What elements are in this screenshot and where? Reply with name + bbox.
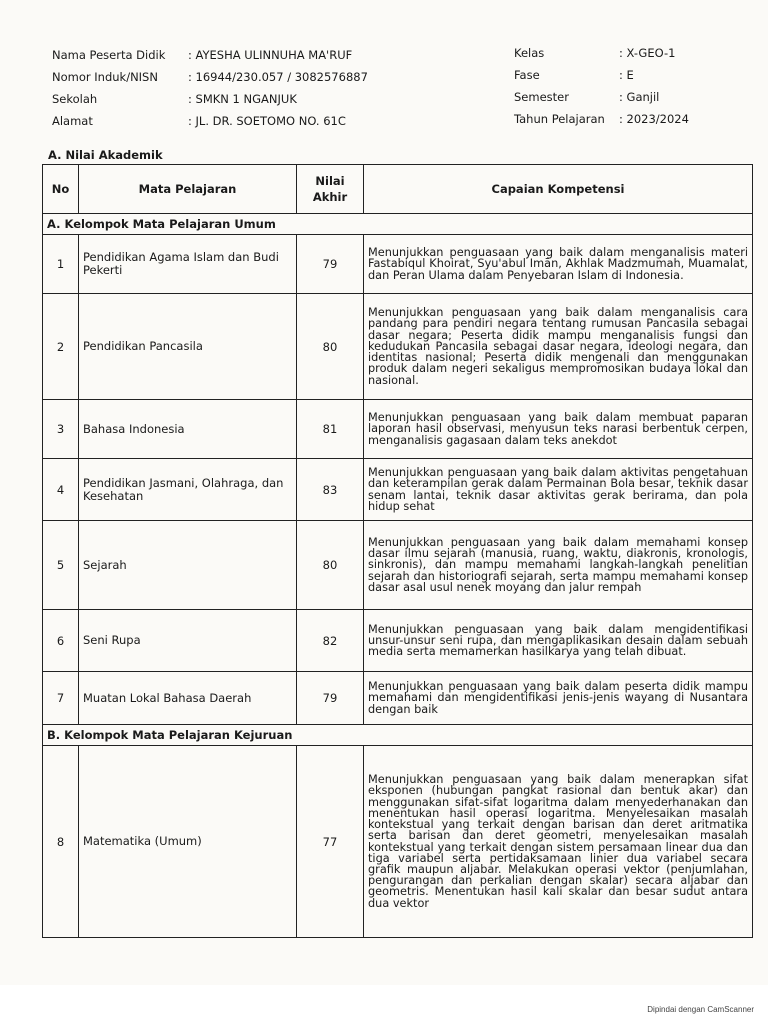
row-subject: Bahasa Indonesia [79, 400, 297, 459]
table-row [43, 400, 753, 459]
row-no: 3 [43, 400, 79, 459]
row-description: Menunjukkan penguasaan yang baik dalam menerapkan sifat eksponen (hubungan pangkat rasional dan bentuk akar) dan menggunakan sifat-sifat logaritma dalam menyederhanakan dan menentukan hasil operasi logaritma. Menyelesaikan masalah kontekstual yang terkait dengan barisan dan deret aritmatika serta barisan dan deret geometri, menyelesaikan masalah kontekstual yang terkait dengan sistem persamaan linear dua dan tiga variabel serta pertidaksamaan linier dua variabel secara grafik maupun aljabar. Melakukan operasi vektor (penjumlahan, pengurangan dan perkalian dengan skalar) secara aljabar dan geometris. Menentukan hasil kali skalar dan besar sudut antara dua vektor [364, 746, 753, 938]
school-label: Sekolah [52, 92, 98, 106]
row-description: Menunjukkan penguasaan yang baik dalam menganalisis cara pandang para pendiri negara tentang rumusan Pancasila sebagai dasar negara; Peserta didik mampu menganalisis fungsi dan kedudukan Pancasila sebagai dasar negara, ideologi negara, dan identitas nasional; Peserta didik mengenali dan menggunakan produk dalam negeri sekaligus mempromosikan budaya lokal dan nasional. [364, 294, 753, 400]
row-subject: Pendidikan Pancasila [79, 294, 297, 400]
row-score: 82 [297, 610, 364, 672]
row-description: Menunjukkan penguasaan yang baik dalam membuat paparan laporan hasil observasi, menyusun teks narasi berbentuk cerpen, menganalisis gagasaan dalam teks anekdot [364, 400, 753, 459]
student-info-right [514, 42, 689, 130]
row-subject: Seni Rupa [79, 610, 297, 672]
header-score-line1: Nilai [315, 174, 345, 188]
year-row [514, 108, 689, 130]
row-score: 80 [297, 294, 364, 400]
table-row [43, 294, 753, 400]
semester-label: Semester [514, 90, 569, 104]
address-value: : JL. DR. SOETOMO NO. 61C [188, 114, 346, 128]
address-label: Alamat [52, 114, 93, 128]
row-score: 77 [297, 746, 364, 938]
row-subject: Pendidikan Agama Islam dan Budi Pekerti [79, 235, 297, 294]
row-description: Menunjukkan penguasaan yang baik dalam mengidentifikasi unsur-unsur seni rupa, dan mengaplikasikan desain dalam sebuah media serta memamerkan hasilkarya yang telah dibuat. [364, 610, 753, 672]
row-no: 7 [43, 672, 79, 725]
table-row [43, 459, 753, 521]
header-competence: Capaian Kompetensi [364, 165, 753, 214]
class-value: : X-GEO-1 [619, 46, 676, 60]
year-label: Tahun Pelajaran [514, 112, 605, 126]
group-row-b [43, 725, 753, 746]
student-name-label: Nama Peserta Didik [52, 48, 166, 62]
row-score: 79 [297, 235, 364, 294]
student-nisn-value: : 16944/230.057 / 3082576887 [188, 70, 368, 84]
row-subject: Muatan Lokal Bahasa Daerah [79, 672, 297, 725]
group-b-label: B. Kelompok Mata Pelajaran Kejuruan [43, 725, 753, 746]
section-title: A. Nilai Akademik [48, 148, 163, 162]
group-row-a [43, 214, 753, 235]
row-no: 1 [43, 235, 79, 294]
year-value: : 2023/2024 [619, 112, 689, 126]
student-info-left [52, 44, 368, 132]
table-row [43, 521, 753, 610]
table-row [43, 610, 753, 672]
student-name-row [52, 44, 368, 66]
school-row [52, 88, 368, 110]
row-no: 6 [43, 610, 79, 672]
row-description: Menunjukkan penguasaan yang baik dalam memahami konsep dasar ilmu sejarah (manusia, ruang, waktu, diakronis, kronologis, sinkronis), dan mampu memahami langkah-langkah penelitian sejarah dan historiografi sejarah, serta mampu memahami konsep dasar asal usul nenek moyang dan jalur rempah [364, 521, 753, 610]
class-label: Kelas [514, 46, 545, 60]
class-row [514, 42, 689, 64]
table-row [43, 746, 753, 938]
student-nisn-label: Nomor Induk/NISN [52, 70, 158, 84]
phase-value: : E [619, 68, 634, 82]
row-subject: Pendidikan Jasmani, Olahraga, dan Kesehatan [79, 459, 297, 521]
school-value: : SMKN 1 NGANJUK [188, 92, 297, 106]
semester-row [514, 86, 689, 108]
student-name-value: : AYESHA ULINNUHA MA'RUF [188, 48, 353, 62]
table-header-row [43, 165, 753, 214]
header-no: No [43, 165, 79, 214]
scanner-watermark: Dipindai dengan CamScanner [647, 1005, 754, 1014]
row-description: Menunjukkan penguasaan yang baik dalam aktivitas pengetahuan dan keterampilan gerak dalam Permainan Bola besar, teknik dasar senam lantai, teknik dasar aktivitas gerak berirama, dan pola hidup sehat [364, 459, 753, 521]
phase-label: Fase [514, 68, 540, 82]
row-score: 81 [297, 400, 364, 459]
table-row [43, 235, 753, 294]
group-a-label: A. Kelompok Mata Pelajaran Umum [43, 214, 753, 235]
row-no: 5 [43, 521, 79, 610]
row-subject: Sejarah [79, 521, 297, 610]
row-no: 8 [43, 746, 79, 938]
row-score: 83 [297, 459, 364, 521]
row-score: 80 [297, 521, 364, 610]
row-no: 4 [43, 459, 79, 521]
row-no: 2 [43, 294, 79, 400]
address-row [52, 110, 368, 132]
header-subject: Mata Pelajaran [79, 165, 297, 214]
student-nisn-row [52, 66, 368, 88]
table-row [43, 672, 753, 725]
header-score-line2: Akhir [312, 190, 348, 204]
row-score: 79 [297, 672, 364, 725]
row-subject: Matematika (Umum) [79, 746, 297, 938]
row-description: Menunjukkan penguasaan yang baik dalam menganalisis materi Fastabiqul Khoirat, Syu'abul Imān, Akhlak Madzmumah, Muamalat, dan Peran Ulama dalam Penyebaran Islam di Indonesia. [364, 235, 753, 294]
header-score [297, 165, 364, 214]
phase-row [514, 64, 689, 86]
semester-value: : Ganjil [619, 90, 660, 104]
row-description: Menunjukkan penguasaan yang baik dalam peserta didik mampu memahami dan mengidentifikasi jenis-jenis wayang di Nusantara dengan baik [364, 672, 753, 725]
grades-table [42, 164, 753, 938]
